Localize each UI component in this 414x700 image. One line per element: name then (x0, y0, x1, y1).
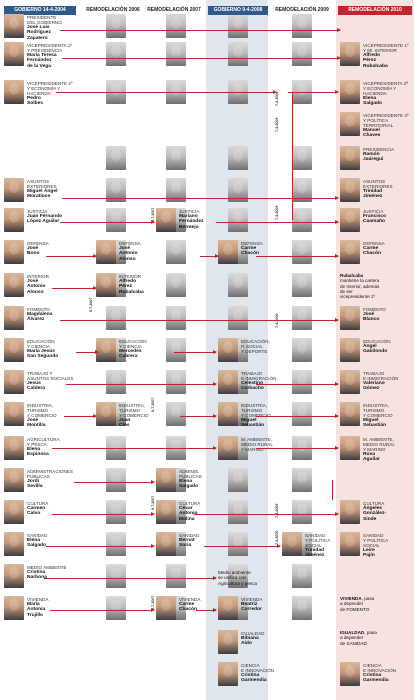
minister-portrait (340, 112, 360, 136)
arrow-connector (60, 222, 154, 223)
portrait-continuing (292, 338, 312, 362)
portrait-continuing (292, 240, 312, 264)
minister-name: Trinidad Jiménez (363, 189, 383, 200)
minister-portrait (218, 402, 238, 426)
minister-name: Francisco Caamaño (363, 214, 387, 225)
date-tag: 7-4-2009 (275, 530, 279, 545)
minister-name: Ángel Gabilondo (363, 344, 388, 355)
minister-name: Bernat Soria (179, 538, 195, 549)
note-keyword: VIVIENDA (340, 596, 362, 601)
arrow-connector (56, 92, 276, 93)
ministry-label: DEFENSA (241, 241, 263, 246)
minister-portrait (4, 532, 24, 556)
ministry-label: FOMENTO (27, 307, 50, 312)
arrow-connector (64, 416, 96, 417)
minister-name: Jordi Sevilla (27, 479, 43, 490)
note-keyword: Rubalcaba (340, 273, 364, 278)
minister-portrait (218, 630, 238, 654)
portrait-continuing (228, 14, 248, 38)
minister-portrait (4, 273, 24, 297)
portrait-continuing (292, 273, 312, 297)
minister-portrait (340, 208, 360, 232)
minister-name: José Antonio Alonso (119, 246, 138, 262)
minister-portrait (4, 80, 24, 104)
arrow-connector (52, 288, 96, 289)
portrait-continuing (228, 500, 248, 524)
date-tag: 9-7-2007 (151, 595, 155, 610)
portrait-continuing (292, 146, 312, 170)
ministry-label: VICEPRESIDENTE 2º Y ECONOMÍA Y HACIENDA (27, 81, 73, 96)
ministry-label: TRABAJO E INMIGRACIÓN (241, 371, 277, 381)
minister-portrait (4, 240, 24, 264)
column-header: REMODELACIÓN 2007 (147, 7, 201, 13)
portrait-continuing (228, 208, 248, 232)
date-tag: 9-7-2007 (151, 207, 155, 222)
minister-portrait (96, 273, 116, 297)
minister-portrait (4, 208, 24, 232)
minister-name: Miguel Ángel Moratinos (27, 189, 58, 200)
minister-name: Valeriano Gómez (363, 381, 385, 392)
portrait-continuing (228, 146, 248, 170)
minister-name: Manuel Chaves (363, 128, 381, 139)
note-text: Medio ambiente se unifica con Agricultura y pesca (218, 570, 258, 586)
minister-portrait (218, 370, 238, 394)
ministry-label: IGUALDAD (241, 631, 265, 636)
minister-name: José Blanco (363, 312, 380, 323)
date-tag: 7-4-2009 (275, 503, 279, 518)
minister-name: Alfredo Pérez Rubalcaba (119, 279, 144, 295)
ministry-label: CIENCIA E INNOVACIÓN (241, 663, 275, 673)
minister-name: Mariano Fernández Bermejo (179, 214, 204, 230)
ministry-label: VIVIENDA (27, 597, 49, 602)
minister-name: Beatriz Corredor (241, 602, 262, 613)
portrait-continuing (166, 240, 186, 264)
change-note (218, 570, 257, 586)
ministry-label: EDUCACIÓN Y CIENCIA (27, 339, 55, 349)
minister-portrait (340, 500, 360, 524)
ministry-label: MEDIO AMBIENTE (27, 565, 67, 570)
portrait-continuing (106, 146, 126, 170)
portrait-continuing (292, 14, 312, 38)
minister-portrait (340, 80, 360, 104)
minister-portrait (218, 240, 238, 264)
portrait-continuing (292, 208, 312, 232)
date-tag: 9-7-2007 (151, 495, 155, 510)
arrow-connector (44, 578, 216, 579)
minister-portrait (156, 208, 176, 232)
minister-name: Pedro Solbes (27, 96, 44, 107)
portrait-continuing (166, 42, 186, 66)
change-note (340, 596, 374, 612)
portrait-continuing (106, 564, 126, 588)
portrait-continuing (166, 273, 186, 297)
minister-name: Ángeles González- Sinde (363, 506, 387, 522)
ministry-label: VICEPRESIDENTE 3º Y POLÍTICA TERRITORIAL (363, 113, 409, 128)
arrow-connector (194, 514, 338, 515)
note-keyword: IGUALDAD (340, 630, 365, 635)
arrow-connector (74, 482, 154, 483)
ministry-label: EDUCACIÓN, P. SOCIAL Y DEPORTE (241, 339, 270, 354)
ministry-label: ASUNTOS EXTERIORES (363, 179, 393, 189)
minister-portrait (340, 240, 360, 264)
minister-name: Elena Salgado (179, 479, 199, 490)
arrow-connector (256, 384, 338, 385)
minister-portrait (96, 402, 116, 426)
minister-portrait (4, 370, 24, 394)
arrow-connector (52, 448, 216, 449)
minister-name: Leire Pajín (363, 548, 375, 559)
portrait-continuing (292, 500, 312, 524)
ministry-label: DEFENSA (119, 241, 141, 246)
minister-portrait (156, 468, 176, 492)
minister-portrait (340, 42, 360, 66)
portrait-continuing (106, 42, 126, 66)
minister-name: Celestino Corbacho (241, 381, 264, 392)
arrow-connector (200, 256, 218, 257)
minister-portrait (340, 146, 360, 170)
minister-portrait (4, 306, 24, 330)
minister-name: Cristina Narbona (27, 570, 47, 581)
change-note (340, 630, 377, 646)
minister-name: Cristina Garmendia (363, 673, 389, 684)
portrait-continuing (106, 468, 126, 492)
portrait-continuing (292, 564, 312, 588)
column-header: GOBIERNO 9-4-2008 (208, 6, 268, 15)
date-tag: 9-7-2007 (89, 297, 93, 312)
minister-name: José Montilla (27, 418, 46, 429)
minister-name: César Antonio Molina (179, 506, 198, 522)
portrait-continuing (292, 370, 312, 394)
portrait-continuing (166, 402, 186, 426)
arrow-connector (52, 514, 154, 515)
minister-portrait (340, 338, 360, 362)
ministry-label: EDUCACIÓN (363, 339, 391, 344)
date-tag: 7-4-2009 (275, 91, 279, 106)
arrow-connector (50, 610, 154, 611)
minister-portrait (4, 500, 24, 524)
ministry-label: CULTURA (179, 501, 201, 506)
portrait-continuing (106, 14, 126, 38)
minister-portrait (340, 436, 360, 460)
ministry-label: SANIDAD (27, 533, 48, 538)
ministry-label: JUSTICIA (179, 209, 200, 214)
minister-portrait (218, 662, 238, 686)
note-text: , pasa a depender de FOMENTO (340, 596, 375, 612)
minister-name: María Teresa Fernández de la Vega (27, 53, 57, 69)
arrow-connector (46, 546, 154, 547)
arrow-connector (204, 546, 280, 547)
arrow-connector (288, 92, 338, 93)
date-tag: 7-4-2009 (275, 313, 279, 328)
ministry-label: CULTURA (363, 501, 385, 506)
arrow-connector (60, 30, 340, 31)
minister-portrait (340, 532, 360, 556)
ministry-label: DEFENSA (27, 241, 49, 246)
ministry-label: INDUSTRIA, TURISMO Y COMERCIO (363, 403, 393, 418)
arrow-connector (62, 198, 338, 199)
portrait-continuing (228, 468, 248, 492)
minister-portrait (4, 42, 24, 66)
minister-portrait (340, 370, 360, 394)
minister-name: Carme Chacón (179, 602, 197, 613)
portrait-continuing (166, 370, 186, 394)
minister-name: Cristina Garmendia (241, 673, 267, 684)
portrait-continuing (228, 273, 248, 297)
portrait-continuing (106, 208, 126, 232)
portrait-continuing (166, 146, 186, 170)
minister-portrait (340, 662, 360, 686)
minister-portrait (4, 402, 24, 426)
ministry-label: VICEPRESIDENTA 1ª Y PRESIDENCIA (27, 43, 73, 53)
minister-portrait (4, 468, 24, 492)
portrait-continuing (106, 532, 126, 556)
portrait-continuing (292, 42, 312, 66)
date-tag: 7-4-2009 (275, 205, 279, 220)
minister-name: Bibiana Aído (241, 636, 259, 647)
portrait-continuing (106, 370, 126, 394)
portrait-continuing (292, 468, 312, 492)
minister-portrait (340, 178, 360, 202)
ministry-label: PRESIDENCIA (363, 147, 395, 152)
minister-portrait (4, 436, 24, 460)
ministry-label: ADMINISTRACIONES PÚBLICAS (27, 469, 73, 479)
minister-name: Jesús Caldera (27, 381, 45, 392)
ministry-label: CIENCIA E INNOVACIÓN (363, 663, 397, 673)
minister-portrait (218, 338, 238, 362)
arrow-connector (180, 416, 216, 417)
minister-name: Miguel Sebastián (241, 418, 265, 429)
column-header: REMODELACIÓN 2006 (86, 7, 140, 13)
ministry-label: INDUSTRIA, TURISMO Y COMERCIO (119, 403, 149, 418)
ministry-label: INDUSTRIA, TURISMO Y COMERCIO (27, 403, 57, 418)
minister-portrait (156, 500, 176, 524)
minister-name: Elena Salgado (363, 96, 383, 107)
vertical-connector (332, 480, 333, 500)
minister-portrait (4, 564, 24, 588)
arrow-connector (196, 610, 216, 611)
ministry-label: M. AMBIENTE, MEDIO RURAL Y MARINO (241, 437, 273, 452)
ministry-label: JUSTICIA (363, 209, 384, 214)
minister-name: Magdalena Álvarez (27, 312, 53, 323)
ministry-label: SANIDAD Y POLÍTICA SOCIAL (305, 533, 331, 548)
portrait-continuing (166, 14, 186, 38)
ministry-label: INTERIOR (27, 274, 49, 279)
minister-name: Carmen Calvo (27, 506, 46, 517)
minister-name: María Antonia Trujillo (27, 602, 46, 618)
ministry-label: DEFENSA (363, 241, 385, 246)
portrait-continuing (106, 500, 126, 524)
ministry-label: ADMINIS. PÚBLICAS (179, 469, 202, 479)
ministry-label: CULTURA (27, 501, 49, 506)
minister-portrait (4, 596, 24, 620)
minister-portrait (4, 178, 24, 202)
minister-name: José Bono (27, 246, 40, 257)
column-header: REMODELACIÓN 2009 (275, 7, 329, 13)
portrait-continuing (166, 564, 186, 588)
change-note (340, 273, 379, 299)
minister-name: María Jesús San Segundo (27, 349, 59, 360)
ministry-label: PRESIDENTE DEL GOBIERNO (27, 15, 62, 25)
arrow-connector (174, 352, 216, 353)
minister-name: Carme Chacón (241, 246, 259, 257)
minister-portrait (96, 338, 116, 362)
ministry-label: VIVIENDA (179, 597, 201, 602)
minister-portrait (340, 306, 360, 330)
ministry-label: AGRICULTURA Y PESCA (27, 437, 60, 447)
minister-portrait (218, 596, 238, 620)
minister-portrait (4, 14, 24, 38)
minister-name: Miguel Sebastián (363, 418, 387, 429)
minister-name: José Luis Rodríguez Zapatero (27, 25, 51, 41)
arrow-connector (216, 222, 338, 223)
minister-portrait (340, 402, 360, 426)
arrow-connector (66, 384, 216, 385)
minister-name: Elena Salgado (27, 538, 47, 549)
arrow-connector (256, 448, 338, 449)
minister-name: José Antonio Alonso (27, 279, 46, 295)
minister-name: Alfredo Pérez Rubalcaba (363, 53, 388, 69)
minister-portrait (282, 532, 302, 556)
minister-name: Mercedes Cabrera (119, 349, 142, 360)
arrow-connector (76, 352, 98, 353)
minister-portrait (4, 338, 24, 362)
ministry-label: TRABAJO Y ASUNTOS SOCIALES (27, 371, 74, 381)
portrait-continuing (166, 306, 186, 330)
ministry-label: SANIDAD Y POLÍTICA SOCIAL (363, 533, 389, 548)
ministry-label: INDUSTRIA, TURISMO Y COMERCIO (241, 403, 271, 418)
column-header: GOBIERNO 14-4-2004 (4, 6, 76, 15)
ministry-label: VICEPRESIDENTA 2ª Y ECONOMÍA Y HACIENDA (363, 81, 409, 96)
minister-name: Elena Espinosa (27, 447, 49, 458)
portrait-continuing (106, 596, 126, 620)
ministry-label: TRABAJO E INMIGRACIÓN (363, 371, 399, 381)
date-tag: 9-7-2007 (151, 397, 155, 412)
portrait-continuing (228, 532, 248, 556)
ministry-label: EDUCACIÓN Y CIENCIA (119, 339, 147, 349)
ministry-label: VIVIENDA (241, 597, 263, 602)
arrow-connector (46, 256, 96, 257)
portrait-continuing (292, 596, 312, 620)
date-tag: 7-4-2009 (275, 117, 279, 132)
ministry-label: JUSTICIA (27, 209, 48, 214)
ministry-label: M. AMBIENTE, MEDIO RURAL Y MARINO (363, 437, 395, 452)
minister-name: Rosa Aguilar (363, 452, 380, 463)
ministry-label: VICEPRESIDENTE 1º Y MI. INTERIOR (363, 43, 409, 53)
portrait-continuing (292, 306, 312, 330)
arrow-connector (256, 256, 338, 257)
minister-name: Juan Fernando López Aguilar (27, 214, 63, 225)
note-text: , pasa a depender de SANIDAD (340, 630, 377, 646)
minister-portrait (96, 240, 116, 264)
minister-name: Ramón Jaúregui (363, 152, 384, 163)
arrow-connector (60, 320, 338, 321)
portrait-continuing (166, 338, 186, 362)
minister-name: Carme Chacón (363, 246, 381, 257)
ministry-label: ASUNTOS EXTERIORES (27, 179, 57, 189)
ministry-label: INTERIOR (119, 274, 141, 279)
note-text: mantiene la cartera de Interior, además de ser vicepresidente 1º (340, 278, 380, 300)
ministry-label: SANIDAD (179, 533, 200, 538)
minister-name: Joan Clos (119, 418, 131, 429)
arrow-connector (256, 416, 338, 417)
vertical-connector (292, 92, 293, 220)
portrait-continuing (292, 402, 312, 426)
minister-portrait (156, 532, 176, 556)
arrow-connector (62, 58, 340, 59)
portrait-continuing (228, 42, 248, 66)
ministry-label: FOMENTO (363, 307, 386, 312)
portrait-continuing (228, 306, 248, 330)
minister-portrait (218, 436, 238, 460)
minister-portrait (156, 596, 176, 620)
column-header: REMODELACIÓN 2010 (338, 6, 412, 15)
minister-name: Trinidad Jiménez (305, 548, 325, 559)
portrait-continuing (106, 306, 126, 330)
